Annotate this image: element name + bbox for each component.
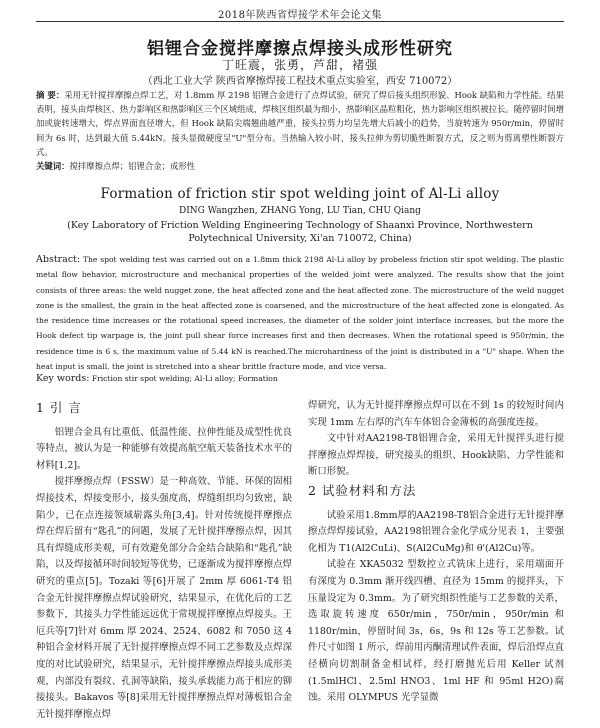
keywords-chinese-label: 关键词： [36,161,70,171]
keywords-english-text: Friction stir spot welding; Al-Li alloy; Formation [91,374,278,383]
header-rule [36,21,564,22]
title-english: Formation of friction stir spot welding joint of Al-Li alloy [100,186,500,202]
abstract-chinese [36,88,564,159]
abstract-english-text: The spot welding test was carried out on a 1.8mm thick 2198 Al-Li alloy by probeless friction stir spot welding. The plastic metal flow behavior, microstructure and mechanical properties of the welded joint were analyzed. The results show that the joint consists of three areas: the weld nugget zone, the heat affected zone and the heat affected zone. The microstructure of the weld nugget zone is the smallest, the grain in the heat affected zone is coarsened, and the microstructure of the heat affected zone is elongated. As the residence time increases or the rotational speed increases, the diameter of the solder joint interface increases, but the more the Hook defect tip warpage is, the joint pull shear force increases first and then decreases. When the rotational speed is 950r/min, the residence time is 6 s, the maximum value of 5.44 kN is reached.The microhardness of the joint is distributed in a "U" shape. When the heat input is small, the joint is stretched into a shear brittle fracture mode, and vice versa. [36,255,564,372]
right-column [308,398,564,707]
affiliation-english: (Key Laboratory of Friction Welding Engineering Technology of Shaanxi Province, Northwestern Polytechnical University, Xi'an 710072, China) [67,220,533,244]
section-2-heading: 2 试验材料和方法 [308,482,417,498]
right-paragraph: 焊研究，认为无针搅拌摩擦点焊可以在不到 1s 的较短时间内实现 1mm 左右厚的汽车车体铝合金薄板的高强度连接。 [308,400,564,428]
keywords-chinese-text: 搅拌摩擦点焊；铝锂合金；成形性 [69,161,196,171]
right-paragraph: 文中针对AA2198-T8铝锂合金，采用无针搅拌头进行搅拌摩擦点焊焊接，研究接头的组织、Hook缺陷、力学性能和断口形貌。 [308,433,564,478]
left-paragraph: 搅拌摩擦点焊（FSSW）是一种高效、节能、环保的固相焊接技术，焊接变形小，接头强度高，焊缝组织均匀致密，缺陷少，已在点连接领域崭露头角[3,4]。针对传统搅拌摩擦点焊在焊后留有“匙孔”的问题，发展了无针搅拌摩擦点焊，因其具有焊缝成形美观，可有效避免部分合金结合缺陷和“匙孔”缺陷，以及焊接循环时间较短等优势，已逐渐成为搅拌摩擦点焊研究的重点[5]。Tozaki 等[6]开展了 2mm 厚 6061-T4 铝合金无针搅拌摩擦点焊试验研究，结果显示，在优化后的工艺参数下，其接头力学性能远远优于常规搅拌摩擦点焊接头。王厄兵等[7]针对 6mm 厚 2024、2524、6082 和 7050 这 4 种铝合金材料开展了无针搅拌摩擦点焊不同工艺参数及点焊深度的对比试验研究，结果显示，无针搅拌摩擦点焊接头成形美观，内部没有裂纹、孔洞等缺陷，接头承载能力高于相应的铆接接头。Bakavos 等[8]采用无针搅拌摩擦点焊对薄板铝合金无针搅拌摩擦点焊 [36,476,292,720]
affiliation-chinese: （西北工业大学 陕西省摩擦焊接工程技术重点实验室，西安 710072） [142,76,458,87]
keywords-english [36,373,278,384]
abstract-english-label: Abstract: [36,254,81,265]
authors-english: DING Wangzhen, ZHANG Yong, LU Tian, CHU Qiang [179,206,421,216]
left-paragraph: 铝锂合金具有比重低、低温性能、拉伸性能及成型性优良等特点，被认为是一种能够有效提高航空航天装备技术水平的材料[1,2]。 [36,426,292,471]
abstract-chinese-text: 采用无针搅拌摩擦点焊工艺，对 1.8mm 厚 2198 铝锂合金进行了点焊试验，研究了焊后接头组织形貌、Hook 缺陷和力学性能。结果表明，接头由焊核区、热力影响区和热影响区三个区域组成，焊核区组织最为细小，热影响区晶粒粗化，热力影响区组织被拉长。随停留时间增加或旋转速增大，焊点界面直径增大，但 Hook 缺陷尖端翘曲越严重，接头拉剪力均呈先增大后减小的趋势，当旋转速为 950r/min，停留时间为 6s 时，达到最大值 5.44kN。接头显微硬度呈"U"型分布。当热输入较小时，接头拉伸为剪切脆性断裂方式，反之则为剪离塑性断裂方式。 [36,90,564,157]
keywords-english-label: Key words: [36,373,90,384]
authors-chinese: 丁旺震，张勇，芦甜，褚强 [221,58,378,72]
keywords-chinese [36,160,564,172]
right-paragraph: 试验采用1.8mm厚的AA2198-T8铝合金进行无针搅拌摩擦点焊焊接试验，AA2198铝锂合金化学成分见表 1，主要强化相为 T1(Al2CuLi)、S(Al2CuMg)和 θ'(Al2Cu)等。 [308,509,564,554]
abstract-chinese-label: 摘 要： [36,90,65,100]
section-1-heading: 1 引 言 [36,400,82,415]
running-head: 2018年陕西省焊接学术年会论文集 [218,10,382,21]
left-column [36,398,292,723]
title-chinese: 铝锂合金搅拌摩擦点焊接头成形性研究 [147,39,453,59]
abstract-english [36,252,564,374]
right-paragraph: 试验在 XKA5032 型数控立式铣床上进行，采用端面开有深度为 0.3mm 渐开线四槽、直径为 15mm 的搅拌头，下压量设定为 0.3mm。为了研究组织性能与工艺参数的关系，选取旋转速度 650r/min，750r/min，950r/min 和 1180r/min，停留时间 3s，6s，9s 和 12s 等工艺参数。试件尺寸如图 1 所示，焊前用丙酮清理试件表面，焊后沿焊点直径横向切割制备金相试样，经打磨抛光后用 Keller 试剂(1.5mlHCl、2.5ml HNO3、1ml HF 和 95ml H2O)腐蚀。采用 OLYMPUS 光学显微 [308,559,564,704]
